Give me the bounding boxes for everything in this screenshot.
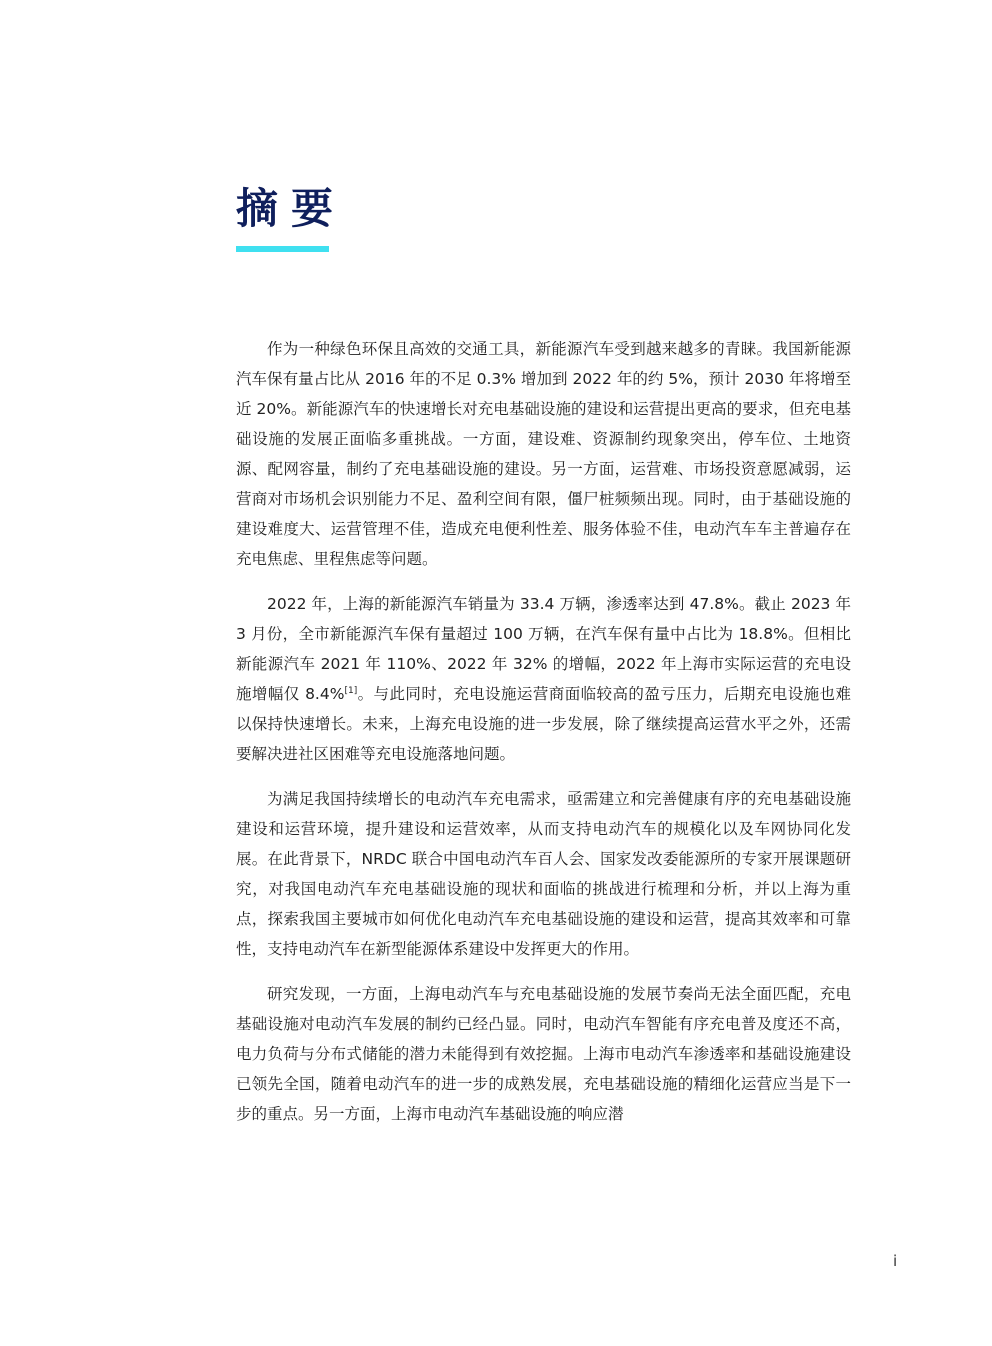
title-underline xyxy=(236,246,329,252)
paragraph-1: 作为一种绿色环保且高效的交通工具，新能源汽车受到越来越多的青睐。我国新能源汽车保有量占比从 2016 年的不足 0.3% 增加到 2022 年的约 5%，预计 2030 年将增至近 20%。新能源汽车的快速增长对充电基础设施的建设和运营提出更高的要求，但充电基础设施的发展正面临多重挑战。一方面，建设难、资源制约现象突出，停车位、土地资源、配网容量，制约了充电基础设施的建设。另一方面，运营难、市场投资意愿减弱，运营商对市场机会识别能力不足、盈利空间有限，僵尸桩频频出现。同时，由于基础设施的建设难度大、运营管理不佳，造成充电便利性差、服务体验不佳，电动汽车车主普遍存在充电焦虑、里程焦虑等问题。 xyxy=(236,340,851,568)
paragraph-2-text: 2022 年，上海的新能源汽车销量为 33.4 万辆，渗透率达到 47.8%。截止 2023 年 3 月份，全市新能源汽车保有量超过 100 万辆，在汽车保有量中占比为 18.8%。但相比新能源汽车 2021 年 110%、2022 年 32% 的增幅，2022 年上海市实际运营的充电设施增幅仅 8.4% xyxy=(236,595,851,703)
paragraph-4: 研究发现，一方面，上海电动汽车与充电基础设施的发展节奏尚无法全面匹配，充电基础设施对电动汽车发展的制约已经凸显。同时，电动汽车智能有序充电普及度还不高，电力负荷与分布式储能的潜力未能得到有效挖掘。上海市电动汽车渗透率和基础设施建设已领先全国，随着电动汽车的进一步的成熟发展，充电基础设施的精细化运营应当是下一步的重点。另一方面，上海市电动汽车基础设施的响应潜 xyxy=(236,985,851,1123)
page-title: 摘要 xyxy=(236,184,347,233)
abstract-body xyxy=(236,334,851,1144)
paragraph-3: 为满足我国持续增长的电动汽车充电需求，亟需建立和完善健康有序的充电基础设施建设和运营环境，提升建设和运营效率，从而支持电动汽车的规模化以及车网协同化发展。在此背景下，NRDC 联合中国电动汽车百人会、国家发改委能源所的专家开展课题研究，对我国电动汽车充电基础设施的现状和面临的挑战进行梳理和分析，并以上海为重点，探索我国主要城市如何优化电动汽车充电基础设施的建设和运营，提高其效率和可靠性，支持电动汽车在新型能源体系建设中发挥更大的作用。 xyxy=(236,790,851,958)
paragraph-2 xyxy=(236,589,851,769)
footnote-reference[interactable]: [1] xyxy=(344,685,358,696)
paragraph-2-text-continued: 。与此同时，充电设施运营商面临较高的盈亏压力，后期充电设施也难以保持快速增长。未来，上海充电设施的进一步发展，除了继续提高运营水平之外，还需要解决进社区困难等充电设施落地问题。 xyxy=(236,685,851,763)
page-number: i xyxy=(893,1252,898,1270)
